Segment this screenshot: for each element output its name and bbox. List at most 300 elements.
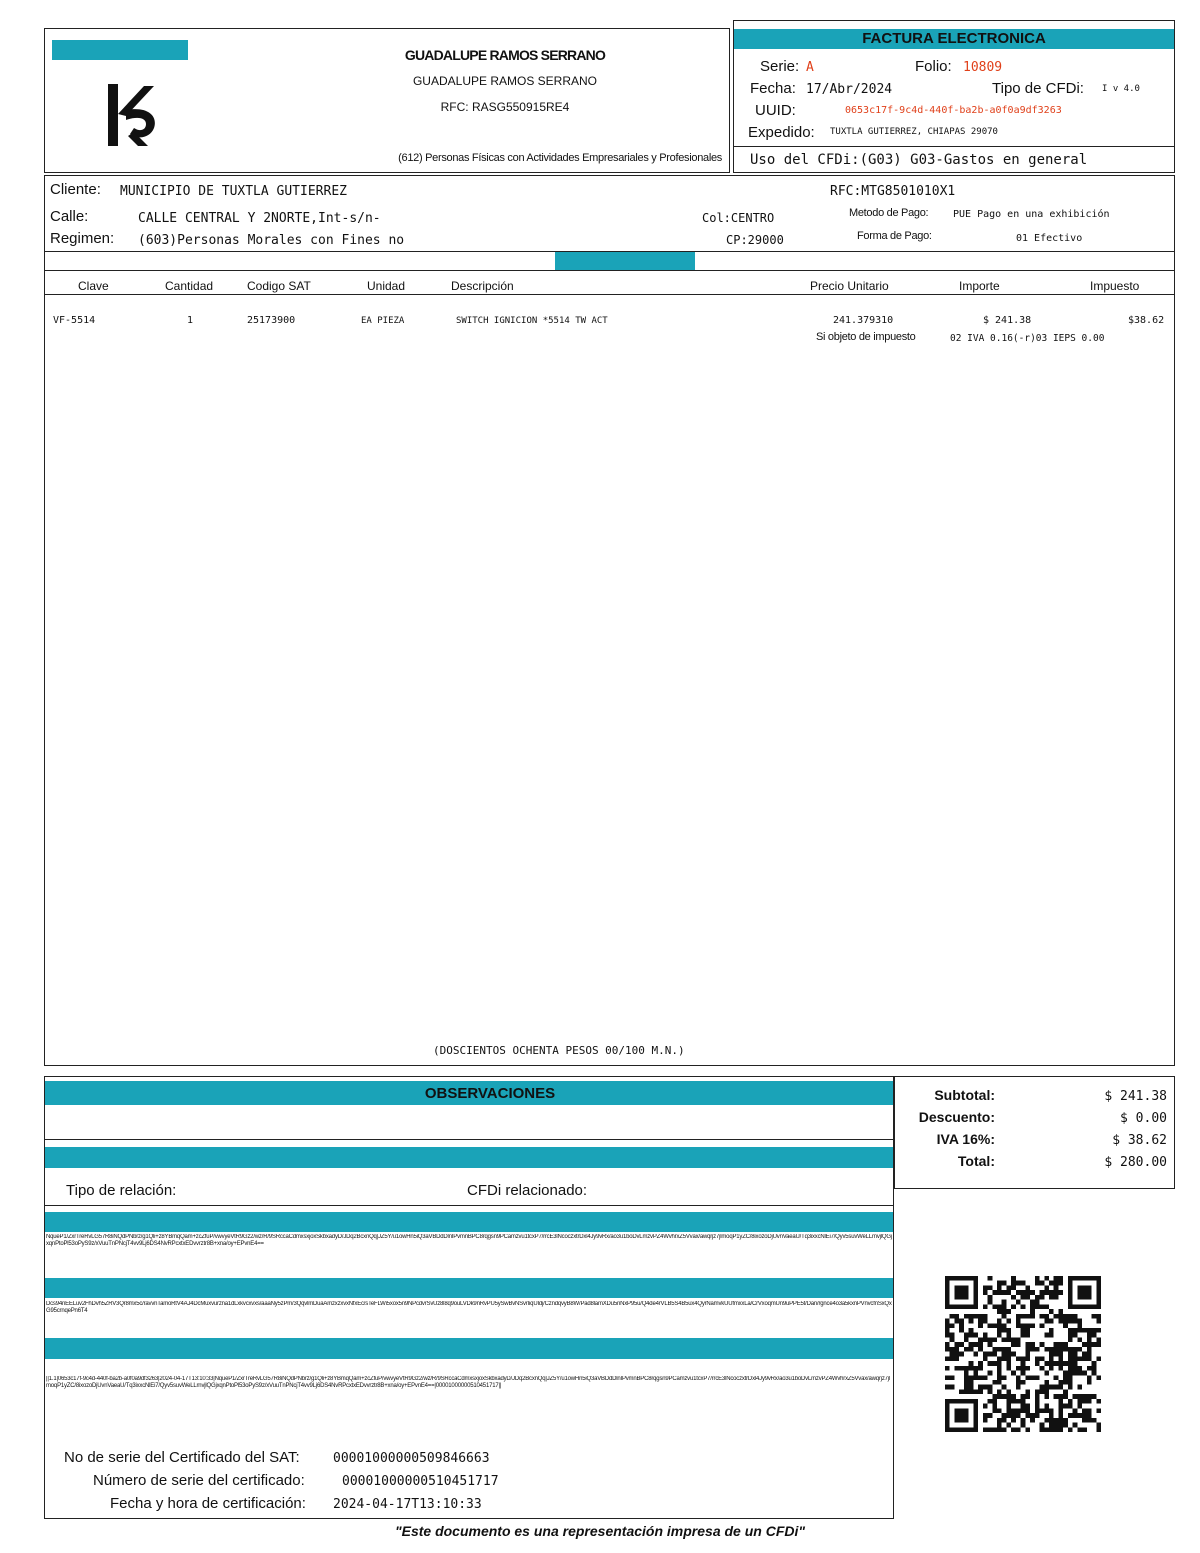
qr-module	[1058, 1309, 1063, 1314]
qr-module	[945, 1319, 950, 1324]
cert-value: 00001000000510451717	[342, 1474, 499, 1489]
qr-module	[1058, 1423, 1063, 1428]
qr-module	[1049, 1333, 1054, 1338]
qr-module	[1030, 1304, 1035, 1309]
qr-module	[992, 1404, 997, 1409]
qr-module	[1058, 1380, 1063, 1385]
qr-module	[1016, 1408, 1021, 1413]
qr-module	[1063, 1347, 1068, 1352]
qr-module	[1040, 1314, 1045, 1319]
qr-module	[983, 1319, 988, 1324]
invoice-divider	[734, 146, 1174, 147]
qr-module	[997, 1323, 1002, 1328]
qr-module	[978, 1375, 983, 1380]
sello-sat-bar	[45, 1278, 893, 1298]
issuer-rfc: RFC: RASG550915RE4	[440, 100, 570, 114]
header-codigo-sat: Codigo SAT	[247, 279, 311, 293]
qr-module	[1068, 1319, 1073, 1324]
qr-module	[1030, 1347, 1035, 1352]
qr-module	[1040, 1356, 1045, 1361]
qr-module	[959, 1323, 964, 1328]
qr-module	[964, 1347, 969, 1352]
qr-module	[1016, 1366, 1021, 1371]
qr-module	[1049, 1418, 1054, 1423]
qr-module	[1049, 1366, 1054, 1371]
qr-module	[978, 1347, 983, 1352]
amount-in-words: (DOSCIENTOS OCHENTA PESOS 00/100 M.N.)	[433, 1044, 685, 1057]
qr-module	[1044, 1408, 1049, 1413]
qr-module	[978, 1337, 983, 1342]
qr-module	[950, 1304, 955, 1309]
qr-module	[983, 1333, 988, 1338]
qr-module	[1040, 1366, 1045, 1371]
qr-module	[1044, 1389, 1049, 1394]
qr-module	[950, 1333, 955, 1338]
qr-module	[997, 1427, 1002, 1432]
qr-module	[954, 1276, 959, 1281]
qr-module	[1073, 1304, 1078, 1309]
qr-module	[1030, 1375, 1035, 1380]
qr-module	[1044, 1380, 1049, 1385]
qr-module	[954, 1285, 959, 1290]
qr-module	[988, 1337, 993, 1342]
qr-module	[1082, 1418, 1087, 1423]
qr-module	[945, 1333, 950, 1338]
issuer-logo	[104, 80, 164, 150]
issuer-regime: (612) Personas Físicas con Actividades Empresariales y Profesionales	[398, 152, 722, 164]
qr-module	[1082, 1295, 1087, 1300]
qr-module	[1002, 1418, 1007, 1423]
qr-module	[945, 1375, 950, 1380]
qr-module	[1068, 1347, 1073, 1352]
qr-module	[1021, 1399, 1026, 1404]
qr-module	[1006, 1285, 1011, 1290]
header-descripcion: Descripción	[451, 279, 514, 293]
header-clave: Clave	[78, 279, 109, 293]
qr-module	[1006, 1347, 1011, 1352]
qr-module	[1087, 1356, 1092, 1361]
qr-module	[973, 1295, 978, 1300]
qr-module	[964, 1375, 969, 1380]
obs-divider-2	[45, 1205, 893, 1206]
qr-module	[1044, 1385, 1049, 1390]
qr-module	[945, 1423, 950, 1428]
qr-module	[1025, 1290, 1030, 1295]
qr-module	[1063, 1394, 1068, 1399]
qr-module	[988, 1361, 993, 1366]
qr-module	[954, 1314, 959, 1319]
qr-module	[997, 1285, 1002, 1290]
tipo-relacion-label: Tipo de relación:	[66, 1182, 177, 1199]
qr-module	[1073, 1394, 1078, 1399]
row-objeto-label: Si objeto de impuesto	[816, 331, 916, 343]
qr-module	[997, 1328, 1002, 1333]
qr-module	[950, 1356, 955, 1361]
qr-module	[964, 1285, 969, 1290]
qr-module	[1087, 1418, 1092, 1423]
qr-module	[1006, 1356, 1011, 1361]
qr-module	[1044, 1347, 1049, 1352]
qr-module	[1058, 1352, 1063, 1357]
qr-module	[1073, 1356, 1078, 1361]
qr-module	[1021, 1361, 1026, 1366]
qr-module	[1077, 1285, 1082, 1290]
qr-module	[997, 1408, 1002, 1413]
qr-module	[954, 1319, 959, 1324]
qr-module	[1063, 1418, 1068, 1423]
qr-module	[1058, 1418, 1063, 1423]
qr-module	[1011, 1408, 1016, 1413]
qr-module	[1096, 1342, 1101, 1347]
qr-module	[1049, 1427, 1054, 1432]
qr-module	[1082, 1413, 1087, 1418]
row-cantidad: 1	[187, 315, 194, 326]
qr-module	[1077, 1394, 1082, 1399]
qr-module	[1025, 1323, 1030, 1328]
qr-module	[1068, 1371, 1073, 1376]
separator-bar	[555, 252, 695, 270]
qr-module	[945, 1295, 950, 1300]
qr-module	[1063, 1314, 1068, 1319]
qr-module	[1049, 1347, 1054, 1352]
qr-module	[950, 1427, 955, 1432]
qr-module	[1073, 1276, 1078, 1281]
qr-module	[1096, 1356, 1101, 1361]
qr-module	[1025, 1413, 1030, 1418]
qr-module	[969, 1366, 974, 1371]
qr-module	[964, 1399, 969, 1404]
qr-module	[1011, 1418, 1016, 1423]
qr-module	[1058, 1413, 1063, 1418]
folio-label: Folio:	[915, 58, 952, 75]
subtotal-value: $ 241.38	[1104, 1089, 1167, 1104]
qr-module	[1077, 1366, 1082, 1371]
qr-module	[1021, 1323, 1026, 1328]
qr-module	[1063, 1423, 1068, 1428]
qr-module	[978, 1389, 983, 1394]
qr-module	[964, 1314, 969, 1319]
qr-module	[1087, 1375, 1092, 1380]
qr-module	[1063, 1361, 1068, 1366]
qr-module	[1092, 1366, 1097, 1371]
header-precio: Precio Unitario	[810, 279, 889, 293]
qr-module	[1068, 1361, 1073, 1366]
qr-module	[1040, 1290, 1045, 1295]
qr-module	[997, 1290, 1002, 1295]
qr-module	[1092, 1328, 1097, 1333]
qr-module	[1016, 1380, 1021, 1385]
qr-module	[959, 1418, 964, 1423]
forma-value: 01 Efectivo	[1016, 233, 1083, 244]
qr-module	[973, 1342, 978, 1347]
qr-module	[1077, 1276, 1082, 1281]
qr-module	[1016, 1300, 1021, 1305]
qr-module	[1016, 1323, 1021, 1328]
qr-module	[1077, 1427, 1082, 1432]
qr-module	[1040, 1281, 1045, 1286]
qr-module	[950, 1385, 955, 1390]
qr-module	[964, 1418, 969, 1423]
footer-note: "Este documento es una representación impresa de un CFDi"	[394, 1523, 806, 1539]
qr-module	[1021, 1371, 1026, 1376]
qr-module	[1058, 1408, 1063, 1413]
qr-module	[1096, 1300, 1101, 1305]
qr-module	[964, 1413, 969, 1418]
sello-sat: Dcs94nEELuv2FhDvh5ZRV3Qr8mx5c/ravvnTamoRtV4AJ4DcMuxvurzna1dLxkvcxvxs/aaaNy5zPm/3QqvlmDuaAmzxzxvxNfxEc/sTeFLWi5xox5n9NPcdvrSvUz8l8q9ouLVDk9nRvPU5ySwBvNSvrIiqUIdj/CzndqvyB8W/Pad8lamXDu5nNxP95u/Q4de4rVLB5S4B5ux4QyrNamvkUUfmxxLa/CrVxoqmUn9uPPE5t/Dan/rgnce4o3a5kxnPVnvcfnSxQxG95crnqePn6T4	[46, 1301, 892, 1314]
row-clave: VF-5514	[53, 315, 96, 326]
qr-module	[1082, 1408, 1087, 1413]
qr-module	[1002, 1290, 1007, 1295]
qr-module	[997, 1380, 1002, 1385]
qr-module	[1068, 1366, 1073, 1371]
qr-module	[1096, 1337, 1101, 1342]
qr-module	[1044, 1276, 1049, 1281]
qr-module	[997, 1418, 1002, 1423]
qr-module	[1082, 1304, 1087, 1309]
qr-module	[1087, 1394, 1092, 1399]
qr-module	[1011, 1352, 1016, 1357]
qr-module	[1054, 1375, 1059, 1380]
header-importe: Importe	[959, 279, 1000, 293]
qr-module	[1030, 1323, 1035, 1328]
qr-module	[1068, 1427, 1073, 1432]
qr-module	[1016, 1427, 1021, 1432]
qr-module	[1058, 1356, 1063, 1361]
qr-module	[1011, 1281, 1016, 1286]
qr-module	[1025, 1342, 1030, 1347]
qr-module	[1002, 1323, 1007, 1328]
qr-module	[1077, 1356, 1082, 1361]
qr-module	[1016, 1356, 1021, 1361]
qr-module	[950, 1314, 955, 1319]
qr-module	[1011, 1304, 1016, 1309]
qr-module	[973, 1366, 978, 1371]
qr-module	[992, 1394, 997, 1399]
qr-module	[1021, 1281, 1026, 1286]
qr-module	[945, 1408, 950, 1413]
qr-module	[1040, 1427, 1045, 1432]
qr-module	[1002, 1314, 1007, 1319]
qr-module	[1058, 1319, 1063, 1324]
qr-module	[1025, 1389, 1030, 1394]
qr-module	[1096, 1304, 1101, 1309]
row-descripcion: SWITCH IGNICION *5514 TW ACT	[456, 316, 608, 326]
qr-module	[1054, 1394, 1059, 1399]
qr-module	[1058, 1290, 1063, 1295]
qr-module	[959, 1319, 964, 1324]
qr-module	[988, 1413, 993, 1418]
qr-module	[1006, 1423, 1011, 1428]
qr-module	[945, 1418, 950, 1423]
qr-module	[1021, 1333, 1026, 1338]
qr-module	[1044, 1304, 1049, 1309]
qr-module	[1087, 1337, 1092, 1342]
qr-module	[1049, 1290, 1054, 1295]
qr-module	[1021, 1290, 1026, 1295]
qr-module	[978, 1361, 983, 1366]
qr-module	[997, 1361, 1002, 1366]
qr-module	[1035, 1375, 1040, 1380]
qr-module	[969, 1375, 974, 1380]
qr-module	[1044, 1427, 1049, 1432]
qr-module	[1025, 1333, 1030, 1338]
calle-label: Calle:	[50, 208, 89, 225]
qr-module	[1035, 1399, 1040, 1404]
qr-module	[1077, 1328, 1082, 1333]
qr-module	[969, 1347, 974, 1352]
qr-module	[959, 1389, 964, 1394]
qr-module	[973, 1413, 978, 1418]
qr-module	[997, 1333, 1002, 1338]
uuid-label: UUID:	[755, 102, 796, 119]
qr-module	[1016, 1281, 1021, 1286]
qr-module	[973, 1314, 978, 1319]
header-impuesto: Impuesto	[1090, 279, 1140, 293]
qr-module	[969, 1304, 974, 1309]
qr-module	[973, 1418, 978, 1423]
fecha-value: 17/Abr/2024	[806, 82, 893, 97]
qr-module	[997, 1394, 1002, 1399]
qr-module	[954, 1304, 959, 1309]
qr-module	[1068, 1276, 1073, 1281]
qr-module	[1077, 1304, 1082, 1309]
qr-module	[973, 1300, 978, 1305]
qr-module	[1006, 1389, 1011, 1394]
qr-module	[1087, 1333, 1092, 1338]
qr-module	[1040, 1389, 1045, 1394]
qr-module	[1040, 1342, 1045, 1347]
qr-module	[1030, 1300, 1035, 1305]
qr-module	[1087, 1408, 1092, 1413]
qr-module	[1002, 1309, 1007, 1314]
qr-module	[997, 1371, 1002, 1376]
qr-module	[978, 1385, 983, 1390]
qr-module	[1063, 1371, 1068, 1376]
qr-module	[1092, 1342, 1097, 1347]
qr-module	[1016, 1399, 1021, 1404]
cert-fecha-value: 2024-04-17T13:10:33	[333, 1497, 482, 1512]
qr-module	[1016, 1375, 1021, 1380]
qr-module	[1073, 1408, 1078, 1413]
qr-module	[1002, 1328, 1007, 1333]
qr-module	[992, 1380, 997, 1385]
row-importe: $ 241.38	[983, 315, 1032, 326]
qr-module	[1092, 1394, 1097, 1399]
qr-module	[1044, 1404, 1049, 1409]
qr-module	[964, 1371, 969, 1376]
qr-module	[997, 1319, 1002, 1324]
qr-module	[1002, 1281, 1007, 1286]
fecha-label: Fecha:	[750, 80, 796, 97]
cliente-label: Cliente:	[50, 181, 101, 198]
qr-module	[950, 1352, 955, 1357]
qr-module	[1087, 1380, 1092, 1385]
qr-module	[945, 1323, 950, 1328]
cadena-original: ||1.1|0653c17f-9c4d-440f-ba2b-a0f0a9df3263|2024-04-17T13:10:33|NqueP1/ZxrTreRvLG57R8iNQdPNbrz/g1Qli+z8YBmqQam+zcZfuP/vwvyeVtR9Gz2/wz/R/9SRccaCdmxsxjoxSkbxadyD/JDq2BcxnQq|JZ5Y/u1owHn5iQ3aVBDdDlnIPvmnBPC8rqgsn9PCamzvu1tcxP7/rrcE3lNcoczxtrDxl4Jy9vRx/ao3u1boDvLmzvPZ4WvhrxZ5Vvax/awqrjz7jlmoqP1yZC/8ixozoDjUvnVaeaU/Tq3ixxcNlEi7/Qyv5suvWeLLrnvjlQGjxqnPtoPl53oPyS9z/xVuuTnPNcjT4vv9Lj6DS4NvRPcxtxEDvvrztr8B+xna/oy+EPvnE4==|00001000000510451717||	[46, 1376, 891, 1389]
qr-module	[1068, 1375, 1073, 1380]
qr-module	[1021, 1314, 1026, 1319]
qr-module	[959, 1304, 964, 1309]
qr-module	[1068, 1300, 1073, 1305]
qr-module	[973, 1389, 978, 1394]
metodo-value: PUE Pago en una exhibición	[953, 209, 1110, 220]
qr-module	[1002, 1352, 1007, 1357]
qr-module	[1073, 1347, 1078, 1352]
qr-module	[1082, 1399, 1087, 1404]
obs-divider-1	[45, 1139, 893, 1140]
qr-module	[1040, 1423, 1045, 1428]
qr-module	[983, 1304, 988, 1309]
calle-value: CALLE CENTRAL Y 2NORTE,Int-s/n-	[138, 211, 381, 226]
qr-module	[978, 1323, 983, 1328]
qr-module	[997, 1309, 1002, 1314]
qr-module	[1092, 1304, 1097, 1309]
table-header-line	[44, 294, 1175, 295]
qr-module	[1096, 1290, 1101, 1295]
qr-module	[964, 1337, 969, 1342]
qr-module	[954, 1295, 959, 1300]
row-codigo: 25173900	[247, 315, 296, 326]
qr-module	[1035, 1281, 1040, 1286]
qr-module	[969, 1380, 974, 1385]
qr-module	[1016, 1385, 1021, 1390]
qr-module	[1058, 1399, 1063, 1404]
qr-module	[1021, 1356, 1026, 1361]
qr-module	[1002, 1413, 1007, 1418]
cert-sat-label: No de serie del Certificado del SAT:	[64, 1449, 300, 1466]
qr-module	[1087, 1413, 1092, 1418]
qr-module	[1049, 1295, 1054, 1300]
qr-module	[1096, 1285, 1101, 1290]
qr-module	[1058, 1427, 1063, 1432]
qr-module	[1058, 1276, 1063, 1281]
qr-module	[945, 1285, 950, 1290]
qr-module	[1054, 1281, 1059, 1286]
qr-module	[1006, 1328, 1011, 1333]
qr-module	[983, 1418, 988, 1423]
qr-module	[973, 1290, 978, 1295]
row-impuesto: $38.62	[1128, 315, 1165, 326]
qr-module	[1058, 1385, 1063, 1390]
qr-module	[959, 1427, 964, 1432]
qr-module	[945, 1385, 950, 1390]
qr-module	[973, 1352, 978, 1357]
sello-cfdi-bar	[45, 1212, 893, 1232]
regimen-value: (603)Personas Morales con Fines no	[138, 233, 405, 248]
cert-sat-value: 00001000000509846663	[333, 1451, 490, 1466]
qr-module	[988, 1323, 993, 1328]
qr-module	[969, 1399, 974, 1404]
qr-module	[1002, 1337, 1007, 1342]
qr-module	[973, 1423, 978, 1428]
qr-module	[964, 1295, 969, 1300]
descuento-label: Descuento:	[918, 1109, 995, 1125]
qr-module	[1021, 1408, 1026, 1413]
qr-module	[1049, 1361, 1054, 1366]
qr-module	[950, 1399, 955, 1404]
qr-module	[1006, 1290, 1011, 1295]
qr-module	[1077, 1347, 1082, 1352]
uuid-value: 0653c17f-9c4d-440f-ba2b-a0f0a9df3263	[845, 105, 1062, 116]
qr-module	[954, 1356, 959, 1361]
qr-module	[1025, 1375, 1030, 1380]
qr-module	[1040, 1385, 1045, 1390]
qr-module	[992, 1408, 997, 1413]
qr-module	[983, 1413, 988, 1418]
qr-module	[945, 1276, 950, 1281]
qr-module	[1054, 1347, 1059, 1352]
qr-module	[964, 1380, 969, 1385]
